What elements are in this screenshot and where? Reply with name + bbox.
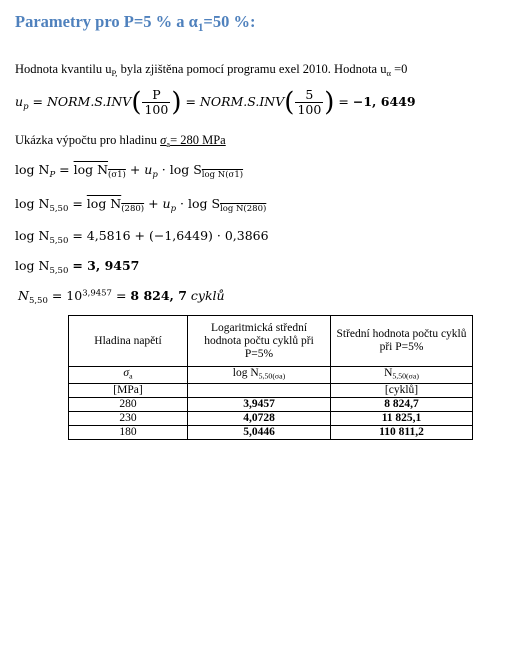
eq6-result: 8 824, 7 bbox=[130, 288, 187, 303]
cell-log-n: 3,9457 bbox=[188, 397, 331, 411]
unit-n: [cyklů] bbox=[331, 383, 473, 397]
heading-subscript: 1 bbox=[197, 21, 204, 34]
example-sigma: σ bbox=[160, 133, 167, 147]
header-log-mean: Logaritmická střední hodnota počtu cyklů při P=5% bbox=[188, 316, 331, 367]
eq4-lhs: log N bbox=[15, 228, 50, 243]
unit-log-n bbox=[188, 383, 331, 397]
heading-text: Parametry pro P=5 % a α bbox=[15, 12, 198, 31]
eq6-equals: = bbox=[111, 288, 131, 303]
eq1-fraction-1 bbox=[142, 88, 170, 117]
eq4-rhs: = 4,5816 + (−1,6449) · 0,3866 bbox=[72, 228, 269, 243]
table-header-row bbox=[69, 316, 473, 367]
eq3-lhs: log N bbox=[15, 196, 50, 211]
example-label: Ukázka výpočtu pro hladinu bbox=[15, 133, 161, 147]
symbol-sigma-sub: a bbox=[129, 371, 133, 381]
eq6-exponent: 3,9457 bbox=[82, 288, 112, 299]
header-stress-level: Hladina napětí bbox=[69, 316, 188, 367]
eq1-fraction-2 bbox=[295, 88, 323, 117]
eq1-lhs-sub: p bbox=[23, 101, 29, 112]
equation-specific: $\log N_{5,50} = \log N_{(280)} + u_p \cdot \log S_{log N(280)}$ bbox=[15, 196, 267, 214]
eq6-base: = 10 bbox=[51, 288, 83, 303]
cell-stress: 180 bbox=[69, 425, 188, 439]
eq1-result: −1, 6449 bbox=[352, 94, 416, 109]
eq1-function: NORM.S.INV bbox=[46, 94, 132, 109]
example-text bbox=[15, 133, 226, 149]
cell-stress: 280 bbox=[69, 397, 188, 411]
equation-quantile: $u_p$ = NORM.S.INV( $\frac{P}{100}$ ) = NORM.S.INV( $\frac{5}{100}$ ) = −1, 6449 bbox=[15, 87, 416, 118]
eq1-den1: 100 bbox=[144, 102, 169, 117]
equation-substituted bbox=[15, 228, 269, 246]
symbol-log-n-text: log N bbox=[232, 367, 259, 379]
table-row bbox=[69, 425, 473, 439]
intro-text-b: byla zjištěna pomocí programu exel 2010. Hodnota u bbox=[117, 62, 387, 76]
eq6-lhs-sub: 5,50 bbox=[28, 295, 48, 306]
eq1-function-2: NORM.S.INV bbox=[199, 94, 285, 109]
eq1-num2: 5 bbox=[295, 88, 323, 103]
results-table bbox=[68, 315, 473, 440]
eq2-lhs-sub: P bbox=[49, 169, 56, 180]
unit-stress: [MPa] bbox=[69, 383, 188, 397]
intro-text-a: Hodnota kvantilu u bbox=[15, 62, 112, 76]
eq3-avg: log N bbox=[86, 196, 122, 211]
header-mean-cycles: Střední hodnota počtu cyklů při P=5% bbox=[331, 316, 473, 367]
eq2-avg: log N bbox=[73, 162, 109, 177]
symbol-n bbox=[331, 367, 473, 384]
example-value: = 280 MPa bbox=[170, 133, 226, 147]
example-sigma-sub: a bbox=[166, 138, 171, 149]
intro-paragraph bbox=[15, 62, 407, 78]
heading-suffix: =50 %: bbox=[203, 12, 256, 31]
table-symbol-row bbox=[69, 367, 473, 384]
symbol-log-n-sub: 5,50(σa) bbox=[258, 371, 286, 381]
cell-n: 8 824,7 bbox=[331, 397, 473, 411]
eq3-lhs-sub: 5,50 bbox=[49, 203, 69, 214]
cell-n: 11 825,1 bbox=[331, 411, 473, 425]
eq2-s-sub: log N(σ1) bbox=[201, 169, 244, 180]
equation-general: $\log N_P = \log N_{(\sigma 1)} + u_p \cdot \log S_{log N(\sigma 1)}$ bbox=[15, 162, 244, 180]
eq5-lhs-sub: 5,50 bbox=[49, 265, 69, 276]
eq5-result: = 3, 9457 bbox=[72, 258, 140, 273]
table-row bbox=[69, 397, 473, 411]
eq2-up-sub: p bbox=[152, 169, 158, 180]
eq2-lhs: log N bbox=[15, 162, 50, 177]
eq6-lhs: N bbox=[18, 288, 29, 303]
equation-log-result bbox=[15, 258, 139, 276]
eq5-lhs: log N bbox=[15, 258, 50, 273]
eq3-up-sub: p bbox=[170, 203, 177, 214]
cell-n: 110 811,2 bbox=[331, 425, 473, 439]
symbol-stress bbox=[69, 367, 188, 384]
eq3-s: log S bbox=[187, 196, 221, 211]
eq2-s: log S bbox=[169, 162, 202, 177]
eq1-den2: 100 bbox=[297, 102, 322, 117]
section-heading bbox=[15, 12, 255, 34]
eq2-avg-sub: (σ1) bbox=[108, 169, 126, 180]
table-row bbox=[69, 411, 473, 425]
eq3-avg-sub: (280) bbox=[121, 203, 145, 214]
eq1-num1: P bbox=[142, 88, 170, 103]
eq2-up: u bbox=[144, 162, 153, 177]
intro-sub-p: P, bbox=[111, 67, 118, 78]
intro-sub-alpha: α bbox=[386, 67, 391, 78]
table-unit-row bbox=[69, 383, 473, 397]
eq6-unit: cyklů bbox=[186, 288, 225, 303]
eq3-s-sub: log N(280) bbox=[220, 203, 267, 214]
eq1-lhs: u bbox=[15, 94, 24, 109]
cell-stress: 230 bbox=[69, 411, 188, 425]
eq3-up: u bbox=[162, 196, 171, 211]
intro-text-c: =0 bbox=[390, 62, 408, 76]
symbol-sigma: σ bbox=[123, 367, 130, 379]
cell-log-n: 5,0446 bbox=[188, 425, 331, 439]
symbol-n-sub: 5,50(σa) bbox=[392, 371, 419, 381]
symbol-n-text: N bbox=[384, 367, 393, 379]
equation-cycles-result bbox=[18, 288, 225, 306]
cell-log-n: 4,0728 bbox=[188, 411, 331, 425]
eq4-lhs-sub: 5,50 bbox=[49, 235, 69, 246]
symbol-log-n bbox=[188, 367, 331, 384]
